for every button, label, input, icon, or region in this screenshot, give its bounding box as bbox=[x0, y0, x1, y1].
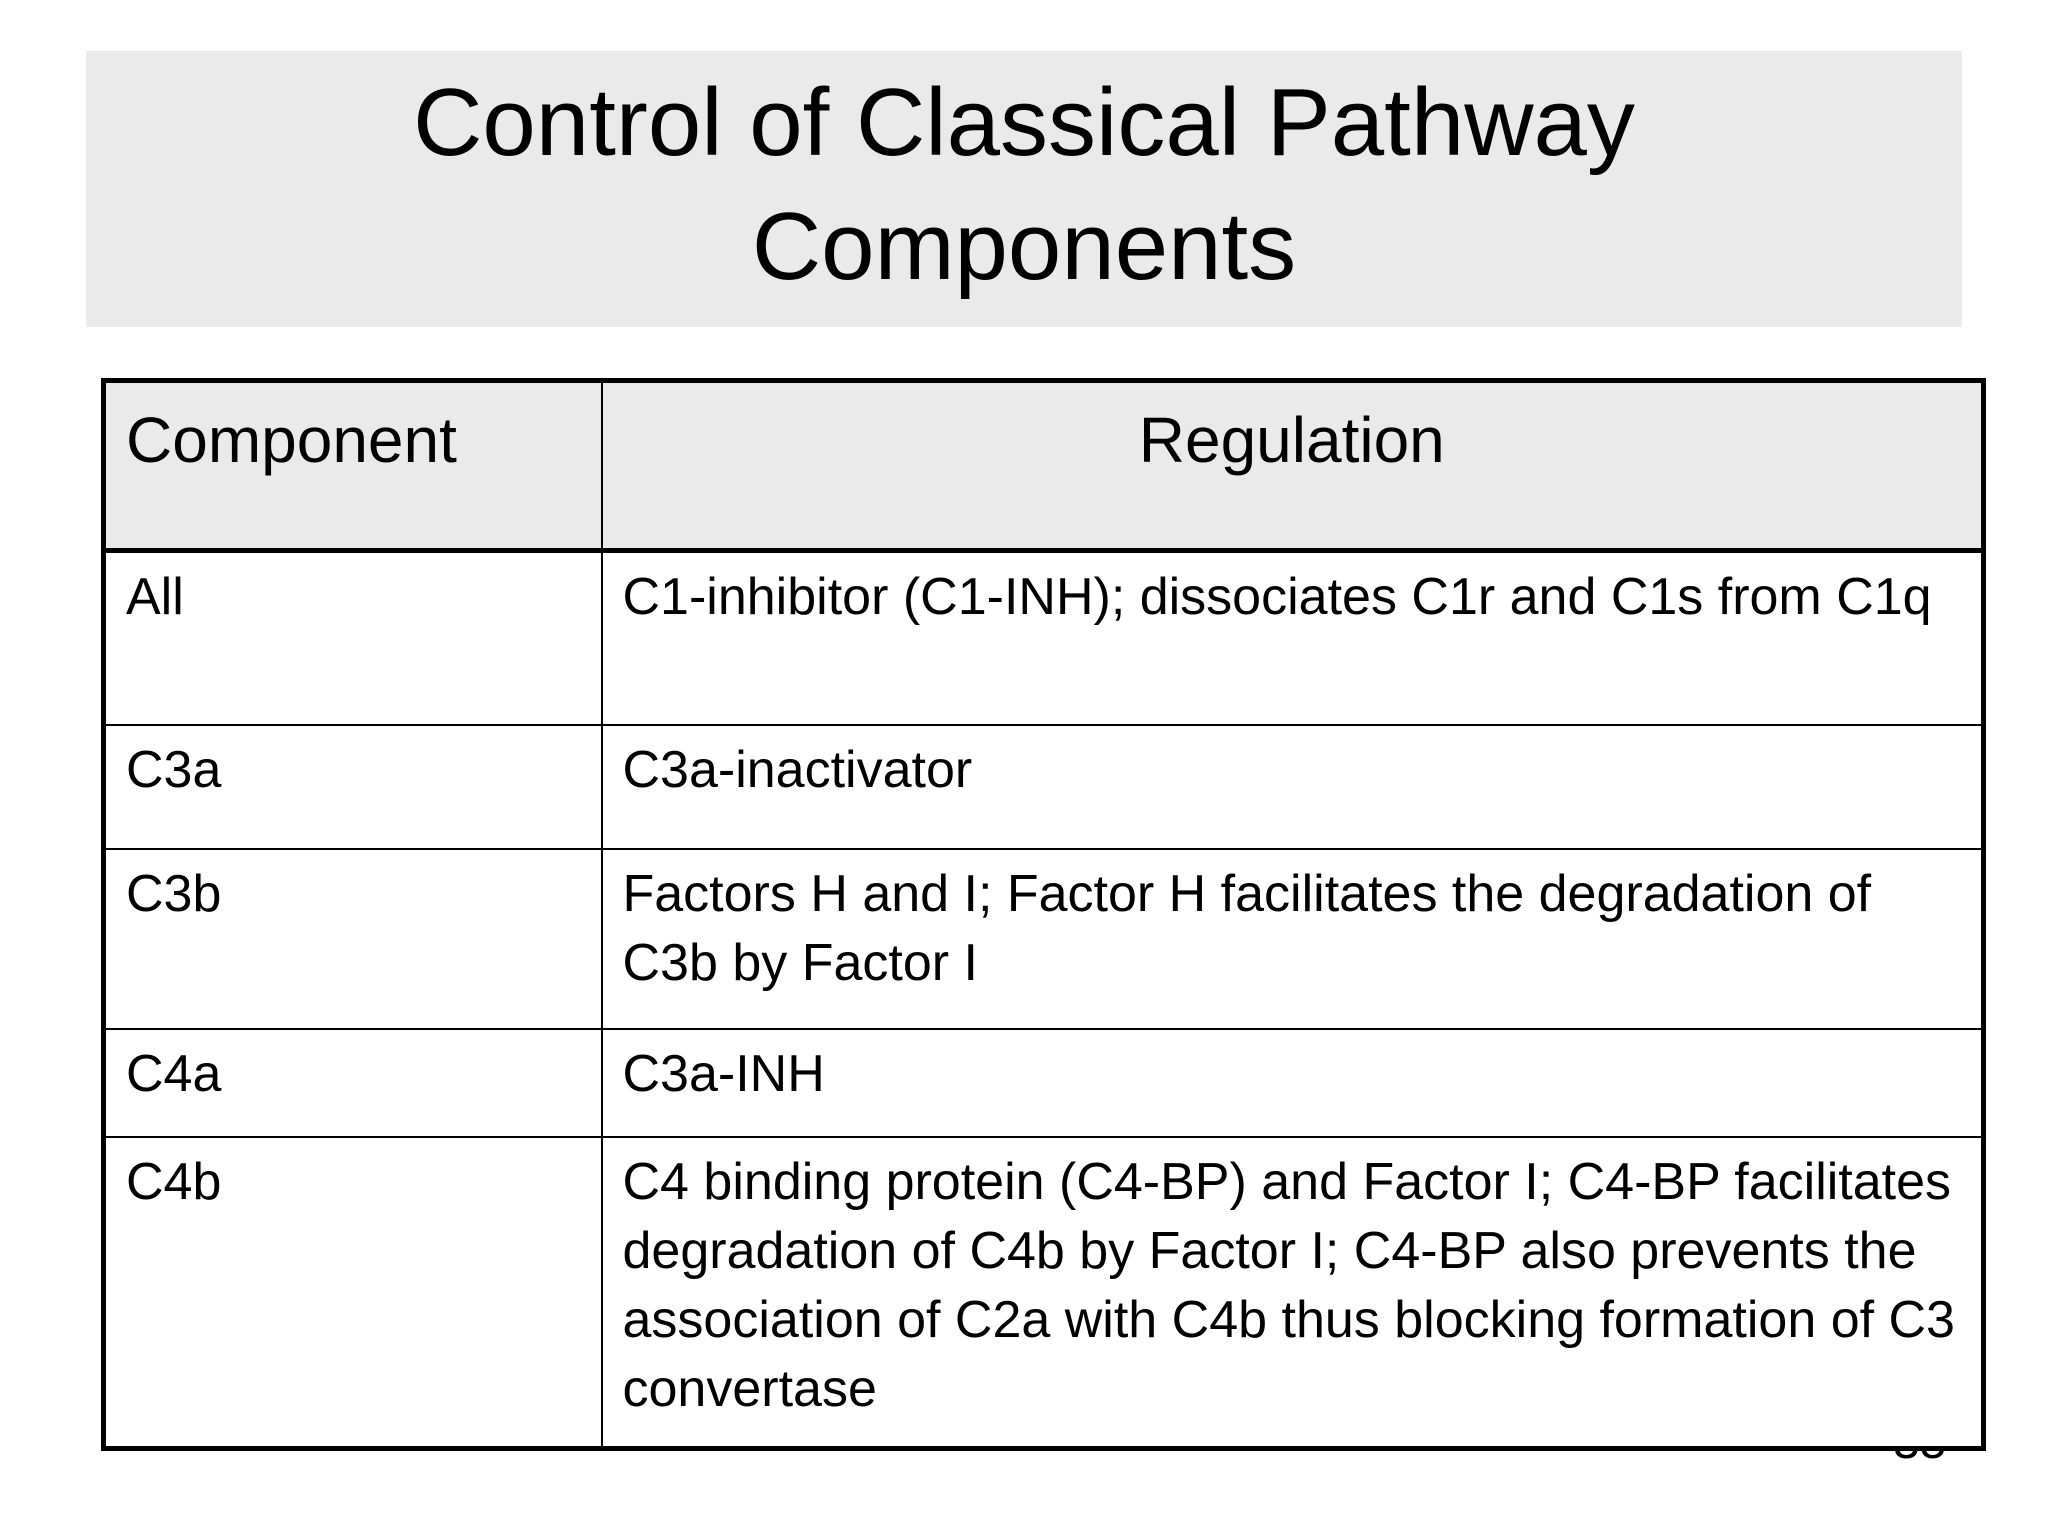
header-regulation: Regulation bbox=[602, 381, 1984, 551]
regulation-cell: Factors H and I; Factor H facilitates the degradation of C3b by Factor I bbox=[602, 849, 1984, 1029]
component-cell: C3a bbox=[104, 725, 602, 849]
table-row bbox=[104, 849, 1984, 1029]
table-row bbox=[104, 725, 1984, 849]
component-cell: C3b bbox=[104, 849, 602, 1029]
regulation-cell: C4 binding protein (C4-BP) and Factor I; C4-BP facilitates degradation of C4b by Factor I; C4-BP also prevents the association of C2a with C4b thus blocking formation of C3 convertase bbox=[602, 1137, 1984, 1449]
component-cell: C4a bbox=[104, 1029, 602, 1137]
table-row bbox=[104, 551, 1984, 725]
slide-title-line-1: Control of Classical Pathway bbox=[413, 69, 1635, 176]
component-cell: All bbox=[104, 551, 602, 725]
slide-title bbox=[413, 61, 1635, 309]
table-row bbox=[104, 1137, 1984, 1449]
title-band bbox=[86, 51, 1962, 327]
table-row bbox=[104, 1029, 1984, 1137]
component-cell: C4b bbox=[104, 1137, 602, 1449]
regulation-cell: C3a-inactivator bbox=[602, 725, 1984, 849]
slide-title-line-2: Components bbox=[751, 193, 1297, 300]
regulation-cell: C3a-INH bbox=[602, 1029, 1984, 1137]
regulation-cell: C1-inhibitor (C1-INH); dissociates C1r and C1s from C1q bbox=[602, 551, 1984, 725]
regulation-table bbox=[101, 378, 1986, 1451]
table-header-row bbox=[104, 381, 1984, 551]
header-component: Component bbox=[104, 381, 602, 551]
